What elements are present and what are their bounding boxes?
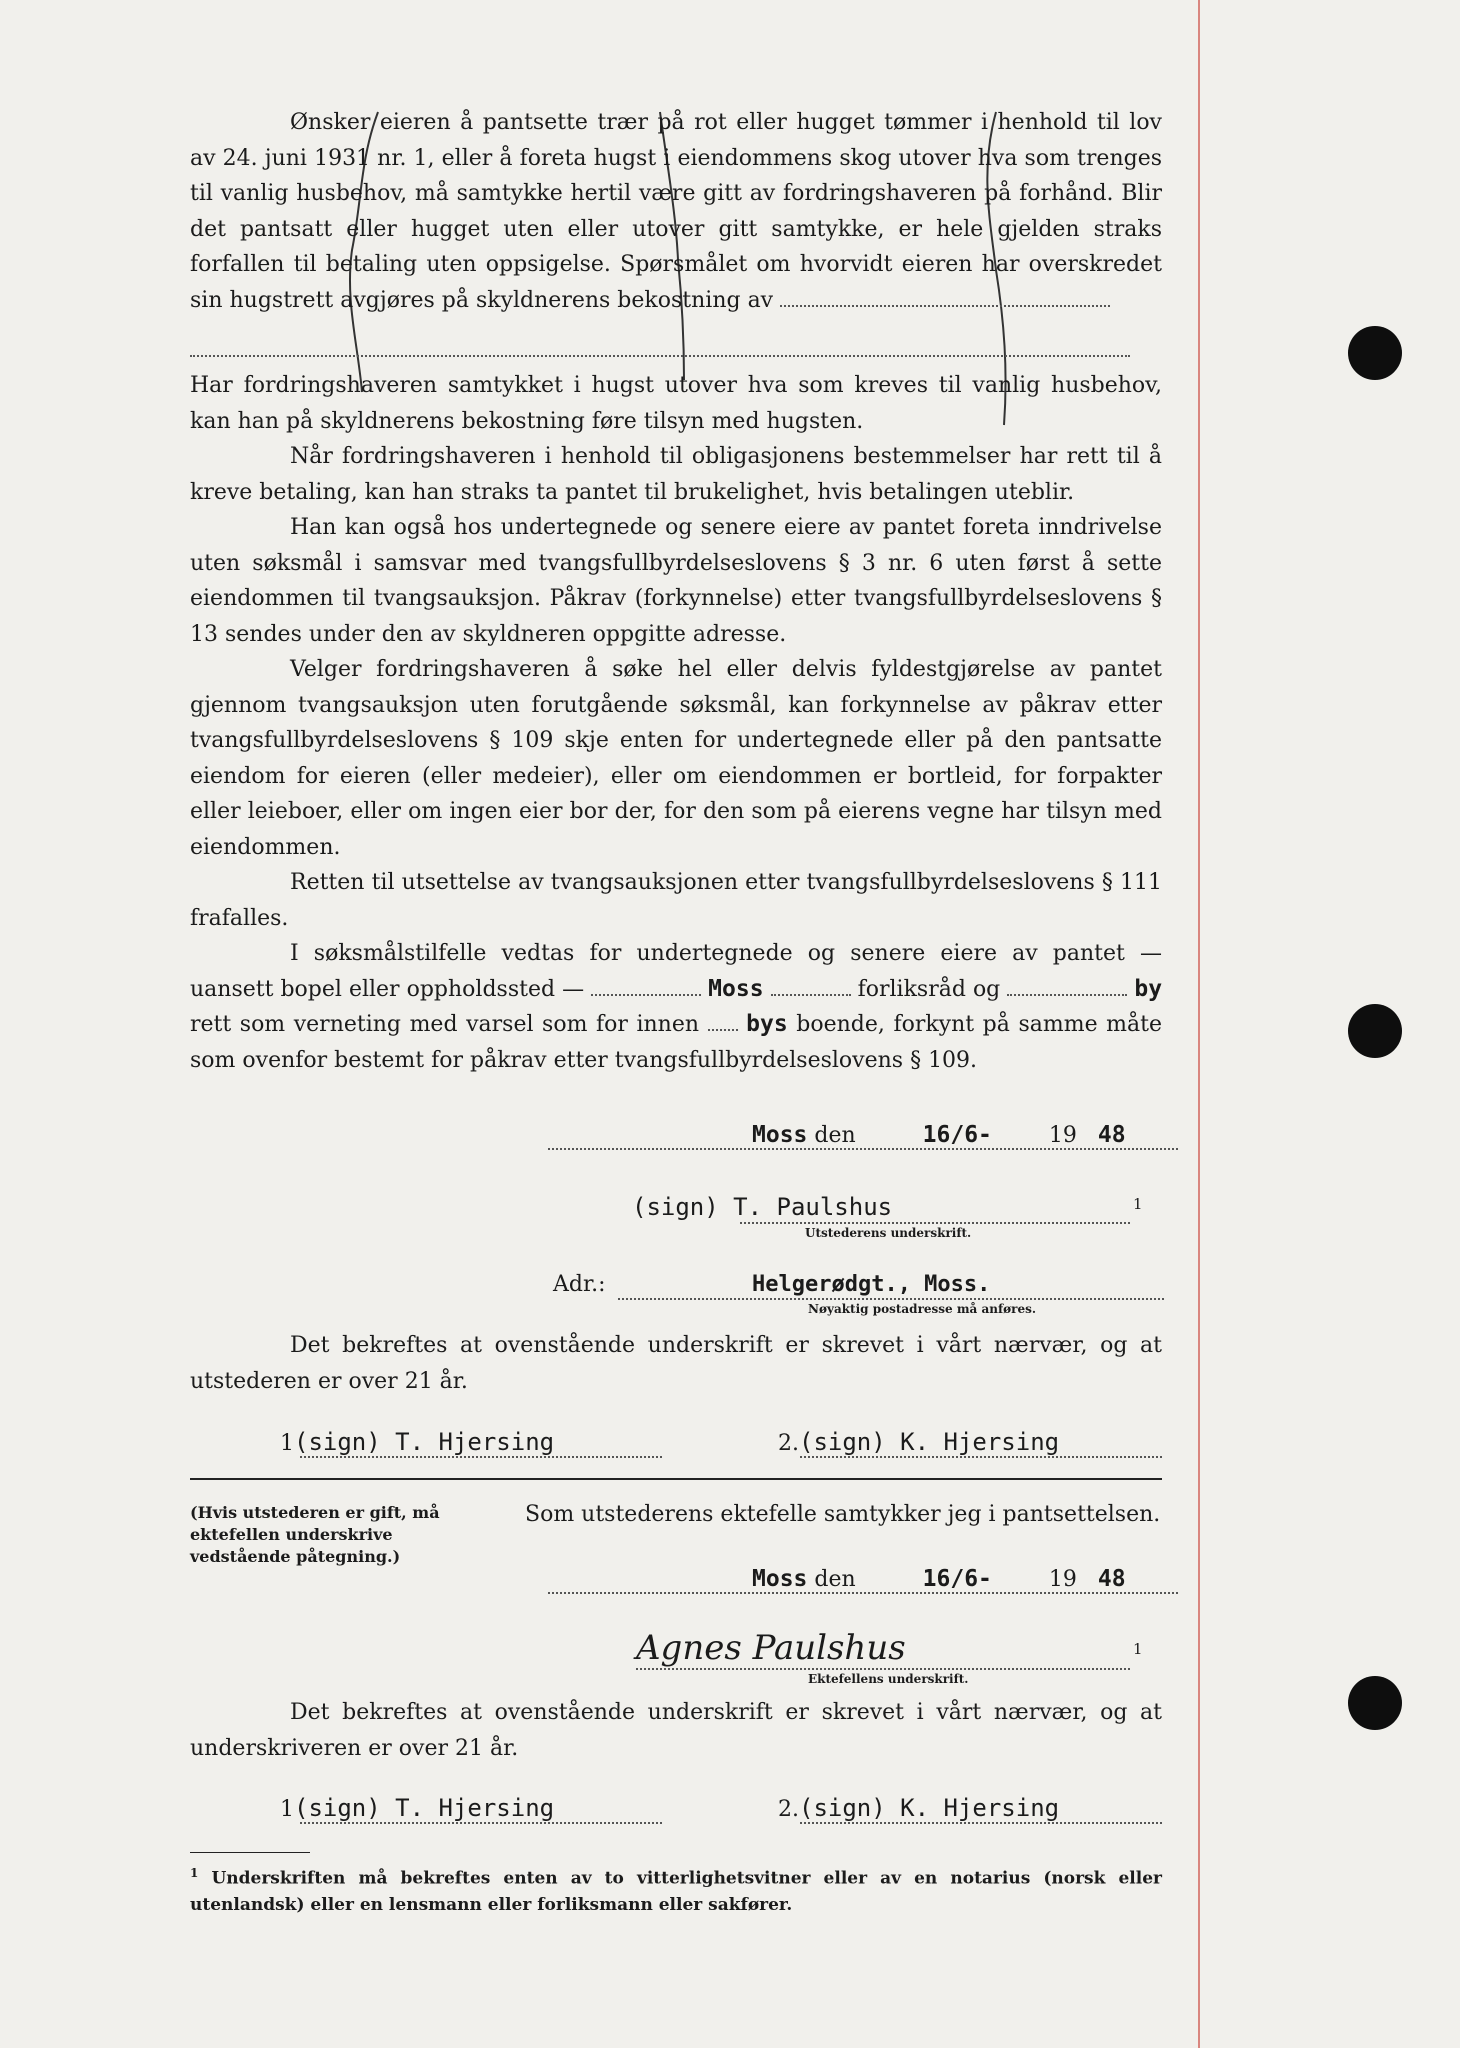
witnesses-2 (778, 1428, 1059, 1456)
fill-line (591, 994, 701, 996)
punch-hole-middle (1348, 1004, 1402, 1058)
fill-line (780, 305, 1110, 307)
issuer-signature-text: (sign) T. Paulshus (632, 1193, 893, 1221)
fill-line (708, 1029, 738, 1031)
footnote (190, 1860, 1162, 1918)
paragraph-verneting-mid2: rett som verneting med varsel som for innen (190, 1012, 700, 1037)
paragraph-verneting-pre: I søksmålstilfelle vedtas for undertegnede og senere eiere av pantet — uansett bopel eller oppholdssted — (190, 941, 1162, 1002)
fill-line (1007, 994, 1127, 996)
paragraph-hugst-tilsyn: Har fordringshaveren samtykket i hugst utover hva som kreves til vanlig husbehov, kan han på skyldnerens bekostning føre tilsyn med hugsten. (190, 373, 1162, 434)
witness-1-number: 1 (280, 1431, 294, 1456)
year-suffix: 48 (1097, 1122, 1126, 1148)
paragraph-hugst: Ønsker eieren å pantsette trær på rot eller hugget tømmer i henhold til lov av 24. juni 1931 nr. 1, eller å foreta hugst i eiendommens skog utover hva som trenges til vanlig husbehov, må samtykke hertil være gitt av fordringshaveren på forhånd. Blir det pantsatt eller hugget uten eller utover gitt samtykke, er hele gjelden straks forfallen til betaling uten oppsigelse. Spørsmålet om hvorvidt eieren har overskredet sin hugstrett avgjøres på skyldnerens bekostning av (190, 110, 1162, 313)
spouse-den-label: den (814, 1567, 856, 1592)
witness-2-signature: (sign) K. Hjersing (799, 1428, 1060, 1456)
spouse-caption: Ektefellens underskrift. (808, 1672, 969, 1686)
footnote-text: Underskriften må bekreftes enten av to vitterlighetsvitner eller av en notarius (norsk eller utenlandsk) eller en lensmann eller forliksmann eller sakfører. (190, 1868, 1162, 1915)
court-place: Moss (708, 975, 764, 1002)
fill-line (771, 994, 851, 996)
date-line (548, 1148, 1178, 1150)
footnote-number: 1 (190, 1866, 199, 1880)
witness-3-line (300, 1822, 662, 1824)
witness-3-signature: (sign) T. Hjersing (294, 1794, 555, 1822)
spouse-date-line (548, 1592, 1178, 1594)
confirmation-2-text: Det bekreftes at ovenstående underskrift er skrevet i vårt nærvær, og at underskriveren er over 21 år. (190, 1700, 1162, 1761)
spouse-sign-place: Moss (752, 1566, 808, 1592)
spouse-signature-text: Agnes Paulshus (636, 1628, 906, 1668)
confirmation-1 (190, 1328, 1162, 1399)
spouse-signature (636, 1628, 906, 1668)
witness-4-signature: (sign) K. Hjersing (799, 1794, 1060, 1822)
witness-3-number: 1 (280, 1797, 294, 1822)
issuer-caption: Utstederens underskrift. (805, 1226, 972, 1240)
spouse-signature-line (636, 1668, 1130, 1670)
paragraph-utsettelse: Retten til utsettelse av tvangsauksjonen etter tvangsfullbyrdelseslovens § 111 frafalles. (190, 870, 1162, 931)
year-prefix: 19 (1048, 1123, 1077, 1148)
address-line (618, 1298, 1164, 1300)
hugst-clause (190, 105, 1162, 318)
paragraph-verneting-mid1: forliksråd og (857, 976, 1001, 1002)
witness-4-line (800, 1822, 1162, 1824)
confirmation-2 (190, 1695, 1162, 1766)
witness-1-line (300, 1456, 662, 1458)
residence-type: bys (746, 1011, 788, 1037)
witness-2-line (800, 1456, 1162, 1458)
spouse-year-suffix: 48 (1097, 1566, 1126, 1592)
witnesses-1 (280, 1428, 554, 1456)
court-type: by (1134, 975, 1163, 1002)
confirmation-1-text: Det bekreftes at ovenstående underskrift er skrevet i vårt nærvær, og at utstederen er over 21 år. (190, 1333, 1162, 1394)
sign-date: 16/6- (922, 1122, 992, 1148)
witnesses-3 (280, 1794, 554, 1822)
sign-place: Moss (752, 1122, 808, 1148)
den-label: den (814, 1123, 856, 1148)
address-caption: Nøyaktig postadresse må anføres. (808, 1302, 1037, 1316)
issuer-signature (632, 1193, 892, 1221)
spouse-year-prefix: 19 (1048, 1567, 1077, 1592)
spouse-footnote-mark: 1 (1133, 1640, 1143, 1658)
address-value: Helgerødgt., Moss. (752, 1272, 991, 1297)
address-row (553, 1272, 605, 1297)
witness-2-number: 2. (778, 1431, 799, 1456)
signature-line (740, 1222, 1130, 1224)
punch-hole-bottom (1348, 1676, 1402, 1730)
witness-1-signature: (sign) T. Hjersing (294, 1428, 555, 1456)
spouse-date-row (752, 1566, 1126, 1592)
date-row (752, 1122, 1126, 1148)
spouse-consent: Som utstederens ektefelle samtykker jeg i pantsettelsen. (525, 1502, 1161, 1527)
witnesses-4 (778, 1794, 1059, 1822)
footnote-mark: 1 (1133, 1195, 1143, 1213)
paragraph-tvangsauksjon: Velger fordringshaveren å søke hel eller delvis fyldestgjørelse av pantet gjennom tvangsauksjon uten forutgående søksmål, kan forkynnelse av påkrav etter tvangsfullbyrdelseslovens § 109 skje enten for undertegnede eller på den pantsatte eiendom for eieren (eller medeier), eller om eiendommen er bortleid, for forpakter eller leieboer, eller om ingen eier bor der, for den som på eierens vegne har tilsyn med eiendommen. (190, 657, 1162, 860)
footnote-divider (190, 1852, 310, 1853)
witness-4-number: 2. (778, 1797, 799, 1822)
paragraph-betaling: Når fordringshaveren i henhold til obligasjonens bestemmelser har rett til å kreve betaling, kan han straks ta pantet til brukelighet, hvis betalingen uteblir. (190, 444, 1162, 505)
paragraph-verneting-post: boende, forkynt på samme måte som ovenfor bestemt for påkrav etter tvangsfullbyrdelseslovens § 109. (190, 1012, 1162, 1073)
spouse-note: (Hvis utstederen er gift, må ektefellen underskrive vedstående påtegning.) (190, 1503, 440, 1566)
section-divider (190, 1478, 1162, 1480)
paragraph-inndrivelse: Han kan også hos undertegnede og senere eiere av pantet foreta inndrivelse uten søksmål i samsvar med tvangsfullbyrdelseslovens § 3 nr. 6 uten først å sette eiendommen til tvangsauksjon. Påkrav (forkynnelse) etter tvangsfullbyrdelseslovens § 13 sendes under den av skyldneren oppgitte adresse. (190, 515, 1162, 647)
main-clauses (190, 368, 1162, 1078)
blank-line (190, 355, 1130, 357)
spouse-sign-date: 16/6- (922, 1566, 992, 1592)
address-label: Adr.: (553, 1272, 606, 1297)
